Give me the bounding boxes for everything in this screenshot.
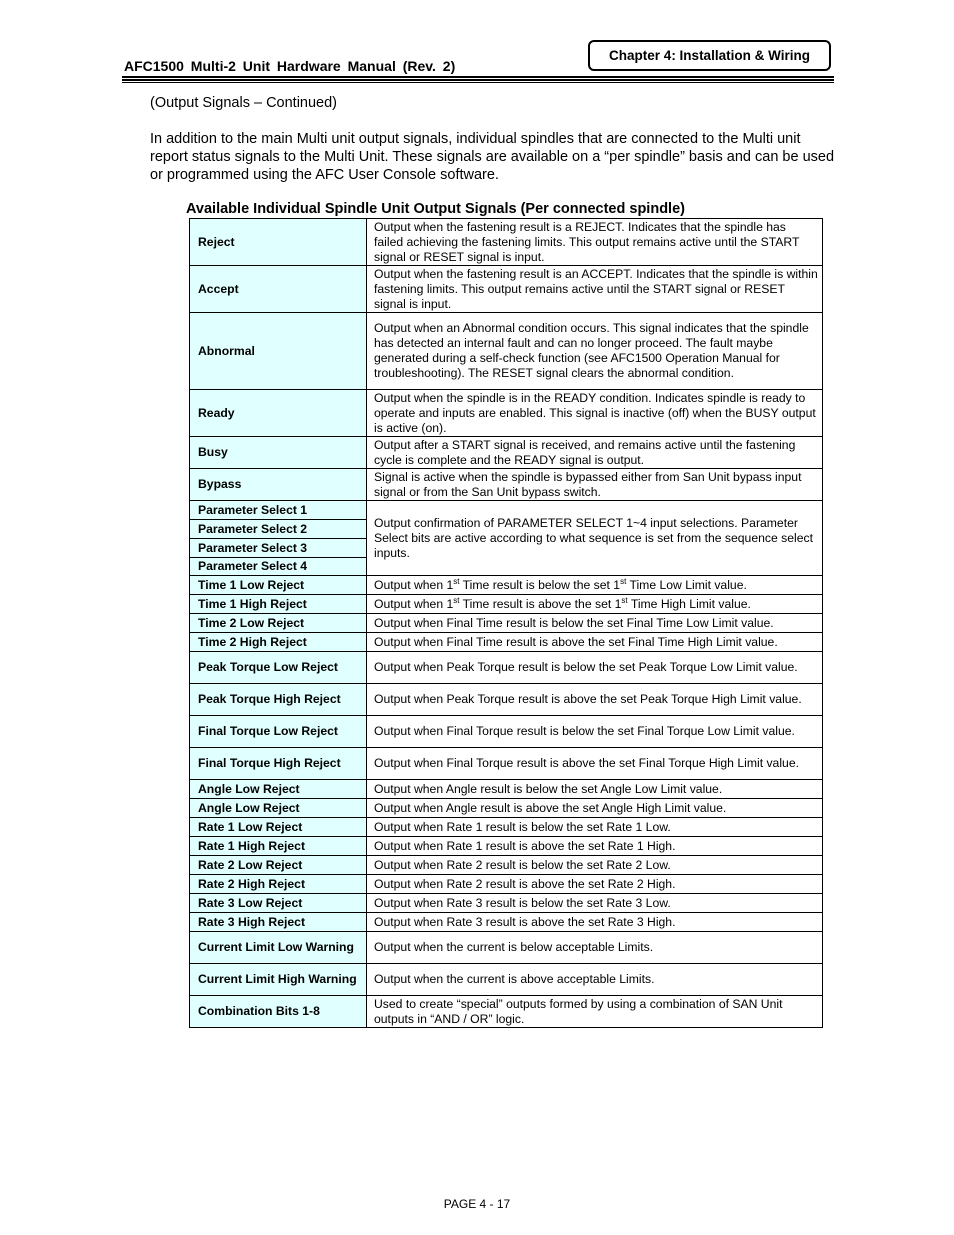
table-row [190, 875, 823, 894]
header-rule [122, 76, 834, 78]
output-signals-table [189, 218, 823, 1028]
table-row [190, 266, 823, 313]
table-caption: Available Individual Spindle Unit Output Signals (Per connected spindle) [186, 201, 685, 217]
signal-description: Output when the fastening result is a REJECT. Indicates that the spindle has failed achieving the fastening limits. This output remains active until the START signal or RESET signal is input. [367, 219, 823, 266]
page-number: PAGE 4 - 17 [443, 1197, 511, 1211]
signal-name: Ready [190, 390, 367, 437]
signal-name: Final Torque Low Reject [190, 716, 367, 748]
table-row [190, 313, 823, 390]
signal-name: Current Limit High Warning [190, 964, 367, 996]
signal-name: Bypass [190, 469, 367, 501]
signal-name: Peak Torque Low Reject [190, 652, 367, 684]
table-row [190, 716, 823, 748]
table-row [190, 856, 823, 875]
table-row [190, 913, 823, 932]
signal-description: Output when Peak Torque result is below the set Peak Torque Low Limit value. [367, 652, 823, 684]
signal-description: Output when an Abnormal condition occurs. This signal indicates that the spindle has detected an internal fault and can no longer proceed. The fault maybe generated during a self-check function (see AFC1500 Operation Manual for troubleshooting). The RESET signal clears the abnormal condition. [367, 313, 823, 390]
signal-name: Parameter Select 3 [190, 539, 367, 558]
header-rule [122, 82, 834, 83]
signal-name: Rate 1 High Reject [190, 837, 367, 856]
signal-name: Final Torque High Reject [190, 748, 367, 780]
signal-name: Rate 3 Low Reject [190, 894, 367, 913]
table-row [190, 964, 823, 996]
table-row [190, 932, 823, 964]
signal-name: Rate 1 Low Reject [190, 818, 367, 837]
table-row [190, 748, 823, 780]
table-row [190, 780, 823, 799]
ordinal-suffix: st [620, 576, 627, 586]
signal-name: Time 2 Low Reject [190, 614, 367, 633]
signal-name: Rate 2 High Reject [190, 875, 367, 894]
table-row [190, 469, 823, 501]
signal-description: Output when Peak Torque result is above the set Peak Torque High Limit value. [367, 684, 823, 716]
signal-description [367, 595, 823, 614]
desc-part: Time result is below the set 1 [459, 577, 621, 592]
ordinal-suffix: st [621, 595, 628, 605]
intro-paragraph: In addition to the main Multi unit output signals, individual spindles that are connected to the Multi unit report status signals to the Multi Unit. These signals are available on a “per spindle” basis and can be used or programmed using the AFC User Console software. [150, 131, 835, 183]
signal-name: Time 1 High Reject [190, 595, 367, 614]
signal-description: Output when Angle result is above the set Angle High Limit value. [367, 799, 823, 818]
signal-description: Output when the current is below acceptable Limits. [367, 932, 823, 964]
signal-description: Output when Rate 1 result is above the set Rate 1 High. [367, 837, 823, 856]
signal-description: Output when Rate 1 result is below the set Rate 1 Low. [367, 818, 823, 837]
ordinal-suffix: st [453, 576, 460, 586]
table-row [190, 996, 823, 1028]
signal-description: Output when the spindle is in the READY condition. Indicates spindle is ready to operate and inputs are enabled. This signal is inactive (off) when the BUSY output is active (on). [367, 390, 823, 437]
signal-description: Output when Final Torque result is below the set Final Torque Low Limit value. [367, 716, 823, 748]
signal-name: Reject [190, 219, 367, 266]
table-row [190, 437, 823, 469]
signal-description: Used to create “special” outputs formed by using a combination of SAN Unit outputs in “AND / OR” logic. [367, 996, 823, 1028]
signal-name: Combination Bits 1-8 [190, 996, 367, 1028]
signal-name: Parameter Select 4 [190, 558, 367, 576]
desc-part: Time result is above the set 1 [459, 596, 622, 611]
table-row [190, 652, 823, 684]
signal-name: Abnormal [190, 313, 367, 390]
desc-part: Output when 1 [374, 596, 454, 611]
signal-name: Time 1 Low Reject [190, 576, 367, 595]
signal-description: Output when Final Time result is below the set Final Time Low Limit value. [367, 614, 823, 633]
table-row [190, 894, 823, 913]
table-row [190, 390, 823, 437]
header-rule [122, 79, 834, 81]
signal-name: Accept [190, 266, 367, 313]
signal-description: Output when Final Time result is above the set Final Time High Limit value. [367, 633, 823, 652]
signal-name: Rate 2 Low Reject [190, 856, 367, 875]
signal-description: Output after a START signal is received, and remains active until the fastening cycle is complete and the READY signal is output. [367, 437, 823, 469]
desc-part: Time Low Limit value. [626, 577, 747, 592]
table-row [190, 799, 823, 818]
ordinal-suffix: st [453, 595, 460, 605]
signal-name: Time 2 High Reject [190, 633, 367, 652]
table-row [190, 614, 823, 633]
signal-name: Parameter Select 1 [190, 501, 367, 520]
table-row [190, 576, 823, 595]
signal-description: Output when the fastening result is an ACCEPT. Indicates that the spindle is within fastening limits. This output remains active until the START signal or RESET signal is input. [367, 266, 823, 313]
signal-name: Busy [190, 437, 367, 469]
signal-name: Parameter Select 2 [190, 520, 367, 539]
desc-part: Output when 1 [374, 577, 454, 592]
table-row [190, 684, 823, 716]
table-row [190, 219, 823, 266]
signal-description: Output confirmation of PARAMETER SELECT 1~4 input selections. Parameter Select bits are active according to what sequence is set from the sequence select inputs. [367, 501, 823, 576]
table-row [190, 501, 823, 520]
signal-name: Angle Low Reject [190, 780, 367, 799]
signal-name: Current Limit Low Warning [190, 932, 367, 964]
table-row [190, 595, 823, 614]
table-row [190, 818, 823, 837]
signal-description: Output when the current is above acceptable Limits. [367, 964, 823, 996]
section-subtitle: (Output Signals – Continued) [150, 95, 337, 111]
table-row [190, 837, 823, 856]
signal-description: Output when Final Torque result is above the set Final Torque High Limit value. [367, 748, 823, 780]
signal-description: Signal is active when the spindle is bypassed either from San Unit bypass input signal or from the San Unit bypass switch. [367, 469, 823, 501]
signal-description: Output when Rate 2 result is below the set Rate 2 Low. [367, 856, 823, 875]
signal-name: Rate 3 High Reject [190, 913, 367, 932]
desc-part: Time High Limit value. [627, 596, 751, 611]
chapter-label: Chapter 4: Installation & Wiring [588, 40, 831, 71]
signal-name: Peak Torque High Reject [190, 684, 367, 716]
manual-title: AFC1500 Multi-2 Unit Hardware Manual (Rev. 2) [124, 58, 456, 74]
signal-description [367, 576, 823, 595]
signal-description: Output when Angle result is below the set Angle Low Limit value. [367, 780, 823, 799]
signal-description: Output when Rate 3 result is below the set Rate 3 Low. [367, 894, 823, 913]
signal-name: Angle Low Reject [190, 799, 367, 818]
table-row [190, 633, 823, 652]
signal-description: Output when Rate 3 result is above the set Rate 3 High. [367, 913, 823, 932]
signal-description: Output when Rate 2 result is above the set Rate 2 High. [367, 875, 823, 894]
